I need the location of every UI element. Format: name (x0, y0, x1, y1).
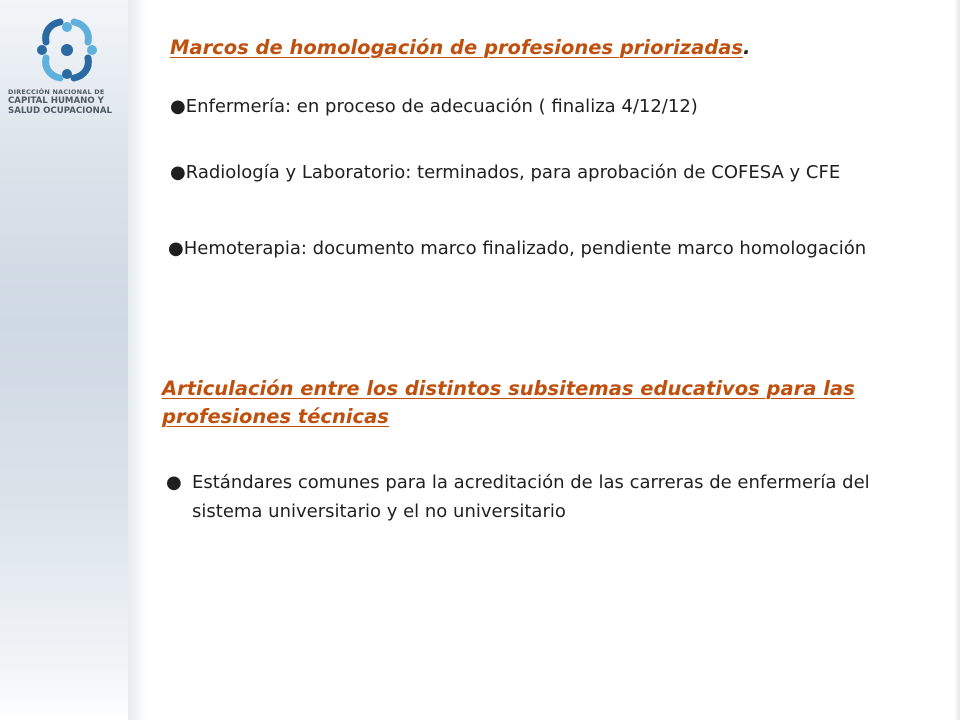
logo-text-line3: SALUD OCUPACIONAL (8, 106, 112, 116)
section2-title: Articulación entre los distintos subsitemas educativos para las profesiones técnicas (162, 377, 855, 428)
institution-logo (8, 14, 126, 116)
logo-text-line2: CAPITAL HUMANO Y (8, 96, 104, 106)
logo-circles-icon (30, 14, 102, 86)
section1-title-text: Marcos de homologación de profesiones priorizadas (170, 36, 744, 59)
section1-title (170, 36, 750, 59)
section2-item-estandares (162, 468, 932, 526)
section1-item-enfermeria: ●Enfermería: en proceso de adecuación ( finaliza 4/12/12) (170, 96, 698, 117)
bullet-dot-icon: ● (166, 472, 182, 493)
section1-item-radiologia: ●Radiología y Laboratorio: terminados, para aprobación de COFESA y CFE (170, 162, 841, 183)
right-edge-shadow (954, 0, 960, 720)
section1-item-hemoterapia: ●Hemoterapia: documento marco finalizado, pendiente marco homologación (168, 238, 867, 259)
section1-title-suffix: . (743, 36, 751, 59)
logo-text-line1: DIRECCIÓN NACIONAL DE (8, 88, 105, 96)
section2-item-text: Estándares comunes para la acreditación de las carreras de enfermería del sistema universitario y el no universitario (192, 472, 870, 522)
